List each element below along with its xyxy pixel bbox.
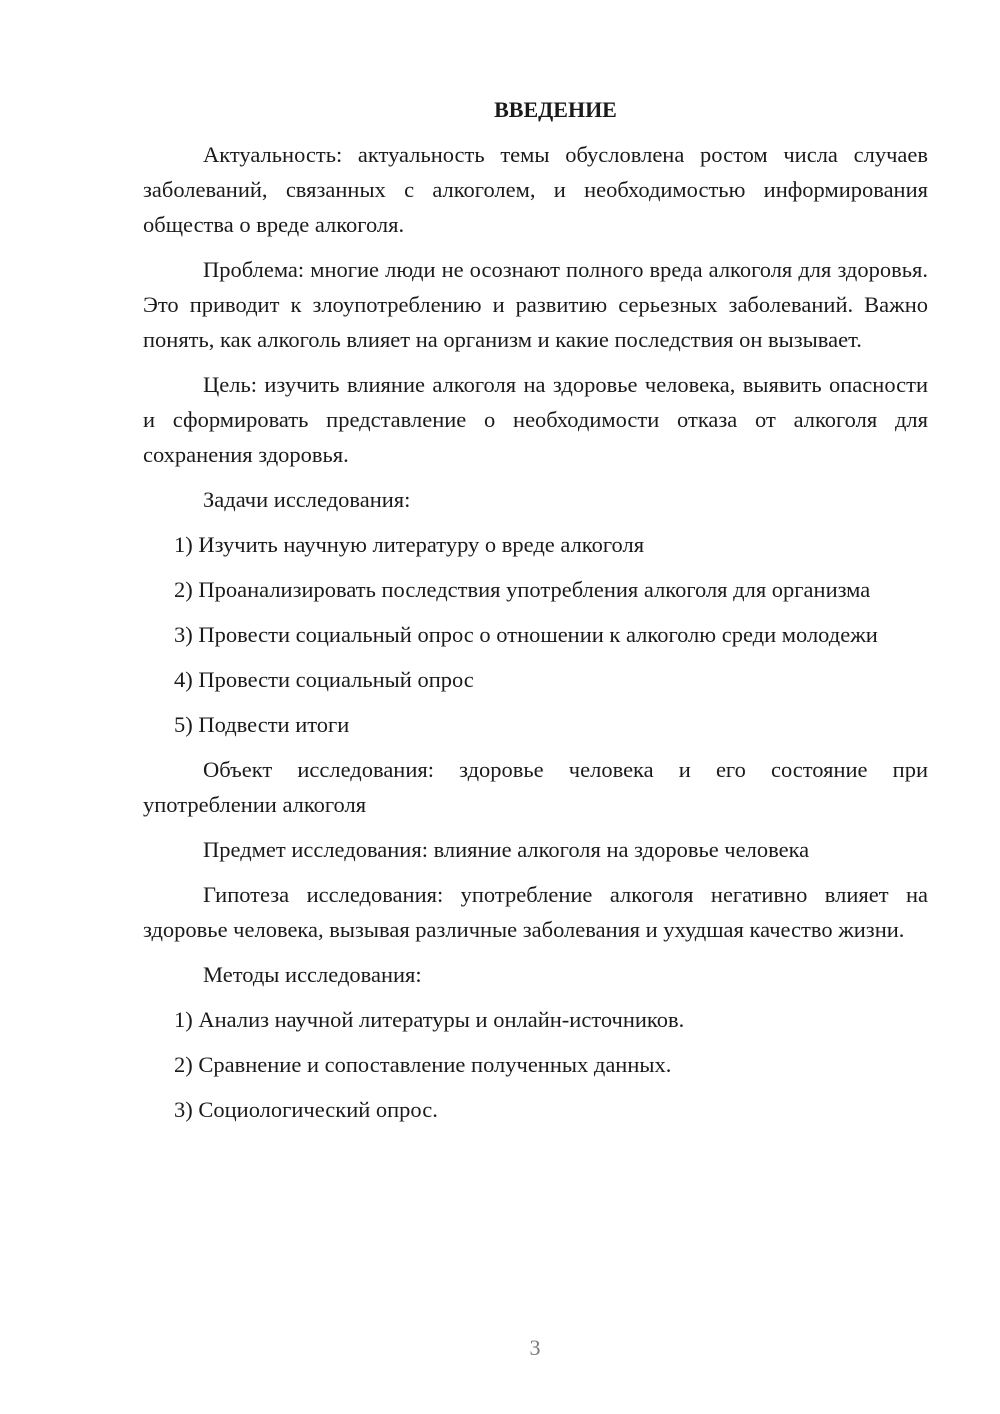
methods-heading: Методы исследования: (203, 962, 422, 987)
problem-paragraph: Проблема: многие люди не осознают полного вреда алкоголя для здоровья. Это приводит к злоупотреблению и развитию серьезных заболеваний. Важно понять, как алкоголь влияет на организм и какие последствия он вызывает. (143, 257, 928, 352)
task-item: 4) Провести социальный опрос (174, 667, 474, 692)
relevance-paragraph: Актуальность: актуальность темы обусловлена ростом числа случаев заболеваний, связанных с алкоголем, и необходимостью информирования общества о вреде алкоголя. (143, 142, 928, 237)
task-item: 2) Проанализировать последствия употребления алкоголя для организма (174, 577, 871, 602)
page-number: 3 (529, 1335, 541, 1360)
task-item: 3) Провести социальный опрос о отношении к алкоголю среди молодежи (174, 622, 878, 647)
task-item: 1) Изучить научную литературу о вреде алкоголя (174, 532, 645, 557)
method-item: 2) Сравнение и сопоставление полученных данных. (174, 1052, 672, 1077)
method-item: 3) Социологический опрос. (174, 1097, 438, 1122)
object-paragraph: Объект исследования: здоровье человека и его состояние при употреблении алкоголя (143, 757, 928, 817)
hypothesis-paragraph: Гипотеза исследования: употребление алкоголя негативно влияет на здоровье человека, вызывая различные заболевания и ухудшая качество жизни. (143, 882, 928, 942)
page-content (143, 92, 928, 1137)
subject-paragraph: Предмет исследования: влияние алкоголя на здоровье человека (203, 837, 810, 862)
page-title: ВВЕДЕНИЕ (494, 97, 617, 122)
goal-paragraph: Цель: изучить влияние алкоголя на здоровье человека, выявить опасности и сформировать представление о необходимости отказа от алкоголя для сохранения здоровья. (143, 372, 928, 467)
tasks-heading: Задачи исследования: (203, 487, 411, 512)
task-item: 5) Подвести итоги (174, 712, 350, 737)
method-item: 1) Анализ научной литературы и онлайн-источников. (174, 1007, 685, 1032)
